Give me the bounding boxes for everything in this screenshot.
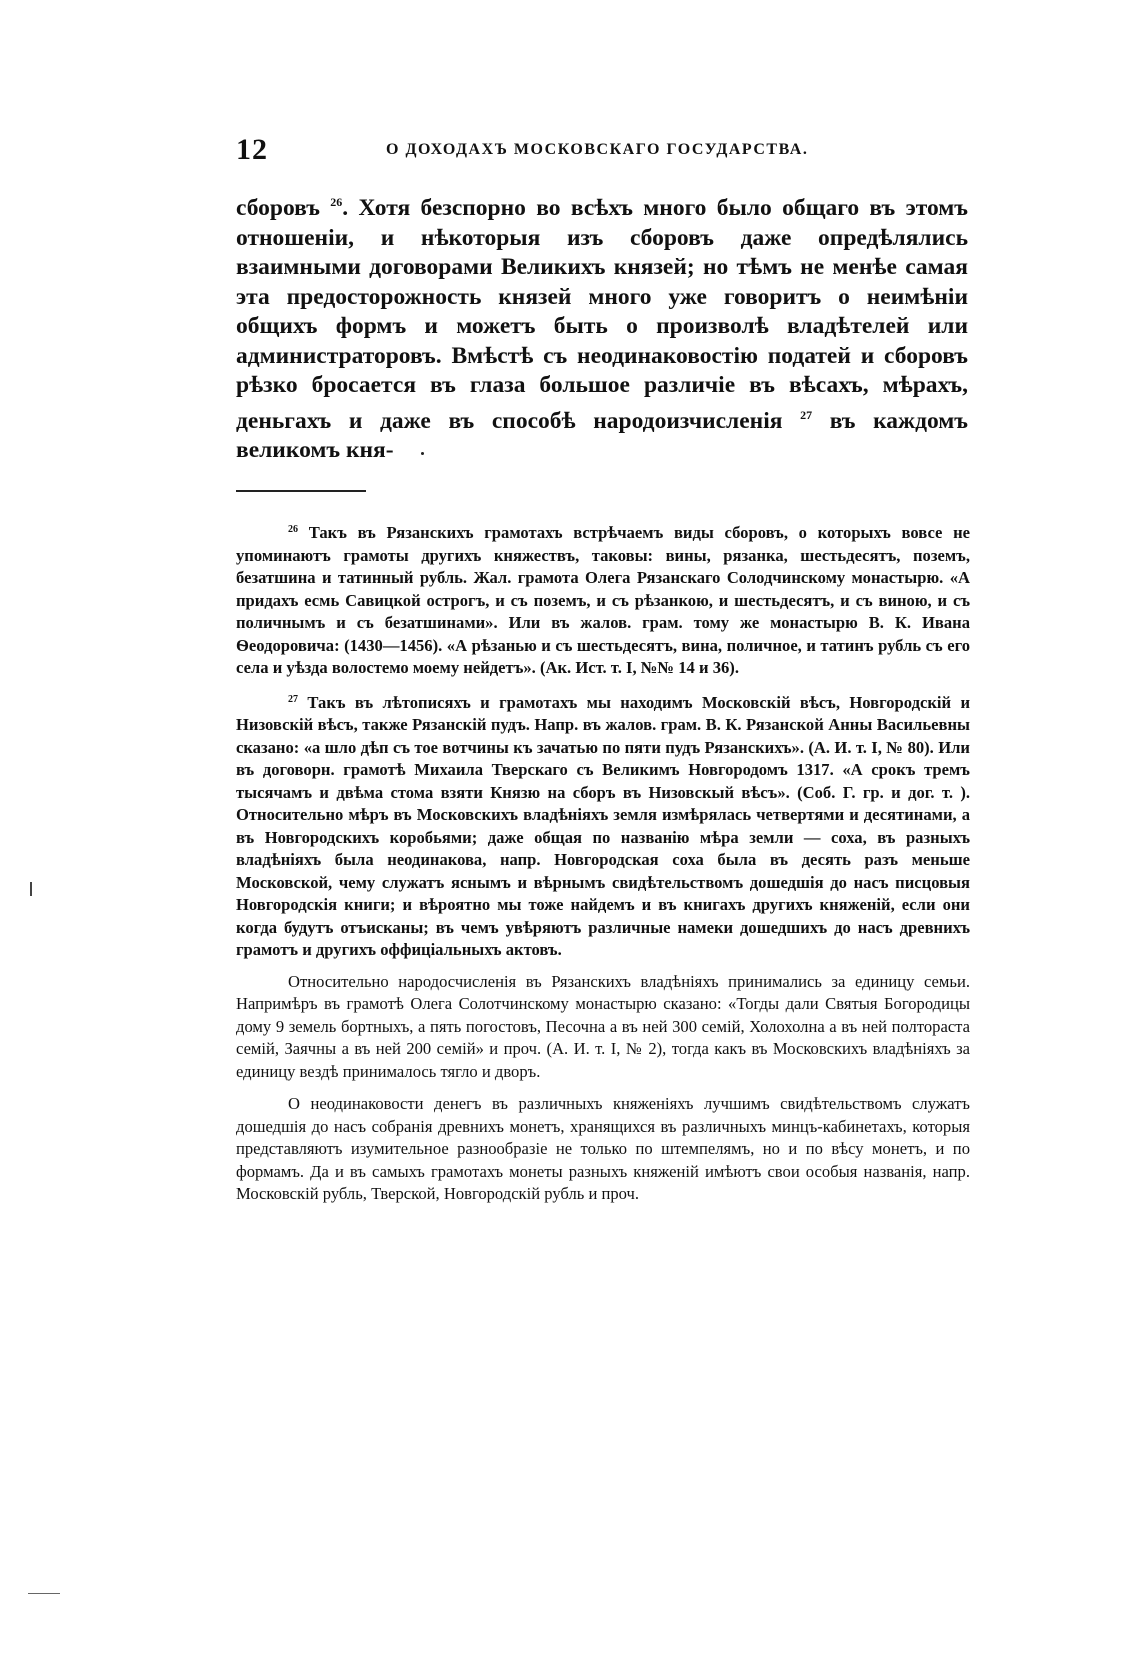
footnote-ref-27: 27 bbox=[800, 407, 813, 422]
main-paragraph-text bbox=[236, 188, 968, 466]
page-number: 12 bbox=[236, 133, 268, 166]
footnote-26-label: 26 bbox=[288, 524, 298, 535]
footnote-paragraph-coins: О неодинаковости денегъ въ различныхъ княженіяхъ лучшимъ свидѣтельствомъ служатъ дошедшія до насъ собранія древнихъ монетъ, хранящихся въ различныхъ минцъ-кабинетахъ, которыя представляютъ изумительное разнообразіе не только по штемпелямъ, но и по вѣсу монетъ, и по формамъ. Да и въ самыхъ грамотахъ монеты разныхъ княженій имѣютъ свои особыя названія, напр. Московскій рубль, Тверской, Новгородскій рубль и проч. bbox=[236, 1094, 970, 1203]
footnote-continuation bbox=[236, 971, 970, 1206]
footnote-27 bbox=[236, 689, 970, 962]
running-head bbox=[236, 133, 876, 167]
margin-mark bbox=[30, 882, 32, 896]
running-title: О ДОХОДАХЪ МОСКОВСКАГО ГОСУДАРСТВА. bbox=[386, 141, 809, 158]
main-paragraph bbox=[236, 188, 968, 466]
footnote-27-label: 27 bbox=[288, 693, 298, 705]
footnote-26 bbox=[236, 519, 970, 680]
footnotes-block bbox=[236, 519, 970, 1216]
main-text-middle: . Хотя безспорно во всѣхъ много было общаго въ этомъ отношеніи, и нѣкоторыя изъ сборовъ даже опредѣлялись взаимными договорами Великихъ князей; но тѣмъ не менѣе самая эта предосторожность князей много уже говоритъ о неимѣніи общихъ формъ и можетъ быть о произволѣ владѣтелей или администраторовъ. Вмѣстѣ съ неодинаковостію податей и сборовъ рѣзко бросается въ глаза большое различіе въ вѣсахъ, мѣрахъ, деньгахъ и даже въ способѣ народоизчисленія bbox=[236, 195, 968, 434]
footnote-separator bbox=[236, 490, 366, 492]
main-text-start: сборовъ bbox=[236, 195, 331, 221]
main-text-end: въ каждомъ великомъ кня- bbox=[236, 407, 968, 463]
footnote-ref-26: 26 bbox=[330, 195, 343, 209]
footnote-26-text: Такъ въ Рязанскихъ грамотахъ встрѣчаемъ виды сборовъ, о которыхъ вовсе не упоминаютъ грамоты другихъ княжествъ, таковы: вины, рязанка, шестьдесятъ, поземъ, безатшина и татинный рубль. Жал. грамота Олега Рязанскаго Солодчинскому монастырю. «А придахъ есмь Савицкой острогъ, и съ поземъ, и съ рѣзанкою, и шестьдесятъ, и съ виною, и съ поличнымъ и съ безатшинами». Или въ жалов. грам. тому же монастырю В. К. Ивана Ѳеодоровича: (1430—1456). «А рѣзанью и съ шестьдесятъ, вина, поличное, и татинъ рубль съ его села и уѣзда волостемо моему нейдетъ». (Ак. Ист. т. I, №№ 14 и 36). bbox=[236, 523, 971, 677]
print-speck bbox=[421, 452, 424, 455]
margin-line bbox=[28, 1593, 60, 1594]
footnote-paragraph-population: Относительно народосчисленія въ Рязанскихъ владѣніяхъ принимались за единицу семьи. Напримѣръ въ грамотѣ Олега Солотчинскому монастырю сказано: «Тогды дали Святыя Богородицы дому 9 земель бортныхъ, а пять погостовъ, Песочна а въ ней 300 семій, Холохолна а въ ней полтораста семій, Заячны а въ ней 200 семій» и проч. (А. И. т. I, № 2), тогда какъ въ Московскихъ владѣніяхъ за единицу вездѣ принималось тягло и дворъ. bbox=[236, 971, 970, 1081]
footnote-27-text: Такъ въ лѣтописяхъ и грамотахъ мы находимъ Московскій вѣсъ, Новгородскій и Низовскій вѣсъ, также Рязанскій пудъ. Напр. въ жалов. грам. В. К. Рязанской Анны Васильевны сказано: «а шло дѣп съ тое вотчины къ зачатью по пяти пудъ Рязанскихъ». (А. И. т. I, № 80). Или въ договорн. грамотѣ Михаила Тверскаго съ Великимъ Новгородомъ 1317. «А срокъ тремъ тысячамъ и двѣма стома взяти Князю на сборъ въ Низовскый вѣсъ». (Соб. Г. гр. и дог. т. ). Относительно мѣръ въ Московскихъ владѣніяхъ земля измѣрялась четвертями и десятинами, а въ Новгородскихъ коробьями; даже общая по названію мѣра земли — соха, въ разныхъ владѣніяхъ была неодинакова, напр. Новгородская соха была въ десять разъ меньше Московской, чему служатъ яснымъ и вѣрнымъ свидѣтельствомъ дошедшія до насъ писцовыя Новгородскія книги; и вѣроятно мы тоже найдемъ и въ книгахъ другихъ княженій, если они когда будутъ отъисканы; въ чемъ увѣряютъ различные намеки дошедшихъ до насъ древнихъ грамотъ и другихъ оффиціальныхъ актовъ. bbox=[236, 692, 971, 959]
